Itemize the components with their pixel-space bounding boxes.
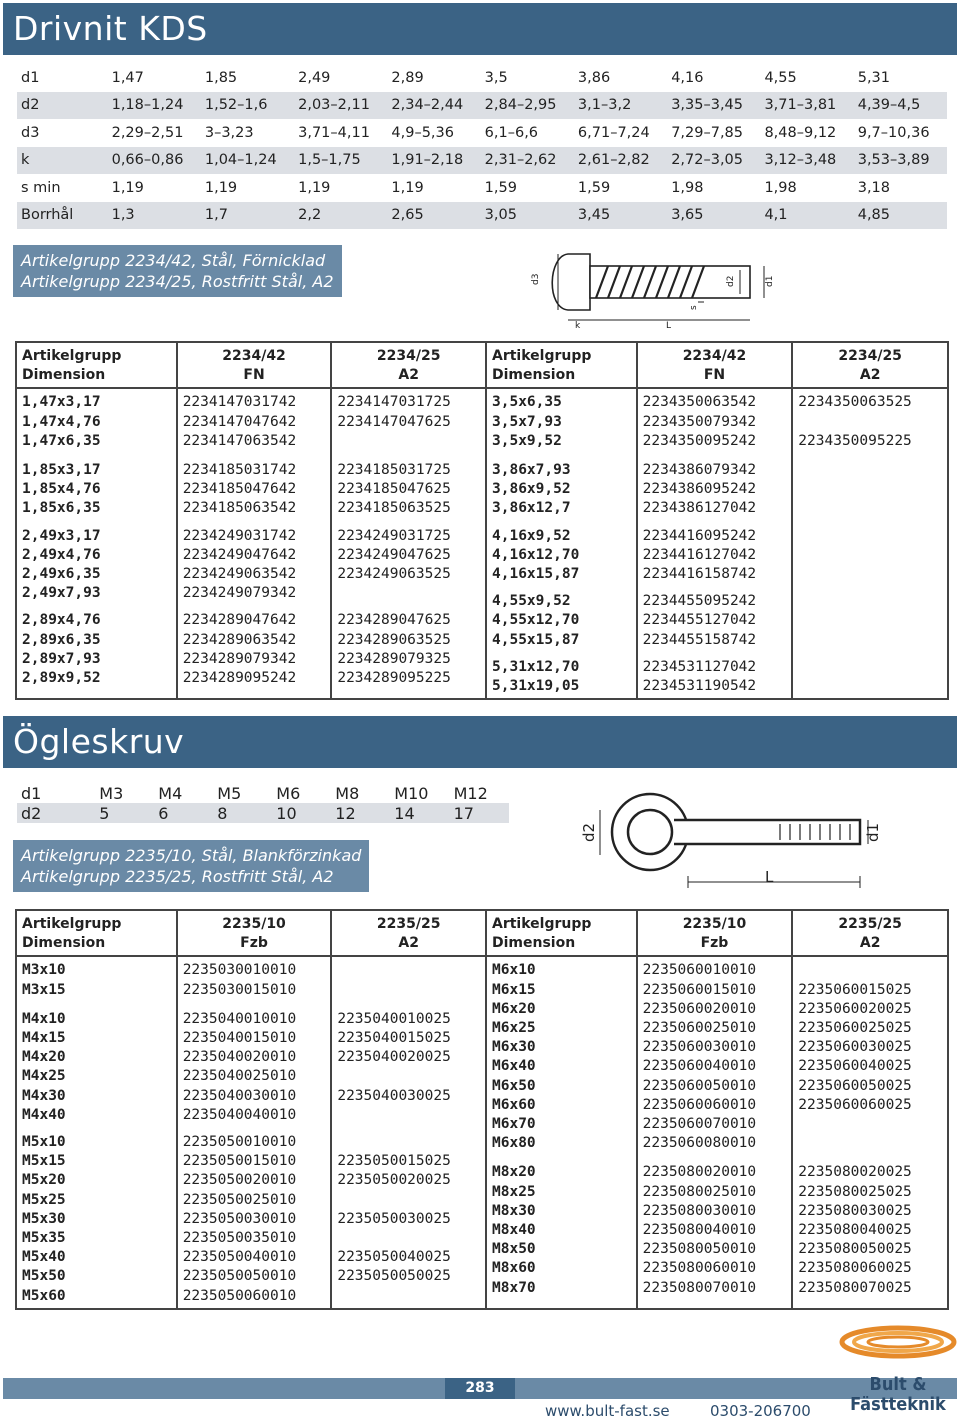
article-table-ogleskruv [15,909,949,1310]
article-number-group: 2235060015025 2235060020025 2235060025025 2235060030025 2235060040025 2235060050025 2235060060025 [798,981,912,1113]
spec-table-drivnit [17,64,947,229]
article-number-group [793,521,947,587]
phone-number: 0303-206700 [710,1402,811,1420]
article-number-group: 2234531127042 2234531190542 [638,652,792,698]
spec-cell: 2,31–2,62 [481,147,574,175]
article-number-group: 2234350063525 2234350095225 [798,394,912,449]
article-group-line: Artikelgrupp 2235/10, Stål, Blankförzinkad [21,846,362,865]
spec-cell: 1,98 [671,179,704,196]
article-number-group: 2234185031725 2234185047625 2234185063525 [332,455,485,521]
article-group-line: Artikelgrupp 2235/25, Rostfritt Stål, A2 [21,867,334,886]
spec-cell: 5 [95,803,154,823]
header-line: 2235/10 [222,916,286,932]
spec-cell: 5,31 [857,69,891,86]
label-d1: d1 [765,275,775,287]
spec-cell: 2,84–2,95 [481,92,574,120]
label-s: s [689,305,699,310]
spec-row-label: d2 [17,92,108,120]
spec-row-label: d1 [21,69,40,86]
table-column [177,956,332,1308]
spec-cell: 1,91–2,18 [387,147,480,175]
spec-cell: 2,65 [387,202,480,230]
spec-cell: M6 [276,783,301,803]
website-link[interactable]: www.bult-fast.se [545,1402,670,1420]
header-line: 2234/25 [376,348,441,364]
table-header-cell [792,910,948,956]
header-line: 2234/42 [682,348,747,364]
table-column [177,388,332,699]
spec-table-ogleskruv [17,783,509,823]
table-column [16,956,177,1308]
section-title: Ögleskruv [13,722,185,761]
table-column [637,388,793,699]
article-number-group: 2235050015025 2235050020025 2235050030025 2235050040025 2235050050025 [332,1127,485,1308]
dimension-group: M8x20 M8x25 M8x30 M8x40 M8x50 M8x60 M8x70 [487,1157,636,1299]
section-title: Drivnit KDS [13,9,208,48]
spec-cell: M10 [394,783,429,803]
logo-line: Bult & [869,1374,927,1395]
spec-cell: 2,72–3,05 [667,147,760,175]
spec-row [17,64,947,92]
header-line: Artikelgrupp [492,916,592,932]
header-line: A2 [859,367,881,384]
spec-cell: 4,55 [764,69,797,86]
section-banner-drivnit [3,3,957,55]
spec-cell: 3,45 [574,202,667,230]
article-number-group: 2234289047625 2234289063525 2234289079325 2234289095225 [332,605,485,690]
spec-cell: 3,1–3,2 [574,92,667,120]
header-line: Artikelgrupp [492,348,592,364]
table-header-cell [637,910,793,956]
spec-row-label: k [17,147,108,175]
spec-cell: 10 [272,803,331,823]
spec-cell: 3,53–3,89 [854,147,947,175]
table-column [792,956,948,1308]
spec-cell: 1,5–1,75 [294,147,387,175]
spec-cell: 1,3 [108,202,201,230]
header-line: Dimension [22,367,106,384]
header-line: FN [243,367,265,384]
spec-row [17,147,947,175]
table-body-row [16,388,948,699]
article-number-group: 2234147031742 2234147047642 2234147063542 [182,394,297,449]
label-d3: d3 [531,273,541,285]
article-number-group: 2234249031742 2234249047642 2234249063542 2234249079342 [178,521,331,606]
label-d1: d1 [864,822,882,842]
spec-cell: 8,48–9,12 [764,124,837,141]
spec-cell: 1,59 [577,179,611,196]
spec-cell: 17 [450,803,509,823]
dimension-group: 2,89x4,76 2,89x6,35 2,89x7,93 2,89x9,52 [17,605,176,690]
spec-cell: 8 [213,803,272,823]
header-line: Dimension [492,367,576,384]
header-line: Dimension [492,935,576,952]
spec-cell: 3,18 [857,179,891,196]
article-number-group: 2235030010010 2235030015010 [182,962,297,998]
dimension-group: M3x10 M3x15 [22,962,66,998]
spec-cell: 4,39–4,5 [854,92,947,120]
table-header-cell [177,910,332,956]
spec-cell: 6 [154,803,213,823]
spec-cell: 3,12–3,48 [760,147,853,175]
spec-cell: 6,1–6,6 [484,124,539,141]
spec-cell: 2,2 [294,202,387,230]
article-number-group: 2234350063542 2234350079342 2234350095242 [642,394,757,449]
dimension-group: M6x10 M6x15 M6x20 M6x25 M6x30 M6x40 M6x50 M6x60 M6x70 M6x80 [492,962,536,1152]
spec-cell: 2,49 [298,69,331,86]
dimension-group: 1,85x3,17 1,85x4,76 1,85x6,35 [17,455,176,521]
spec-cell: 2,29–2,51 [111,124,184,141]
spec-cell: 1,19 [298,179,331,196]
spec-cell: 3,86 [577,69,611,86]
spec-cell: 3–3,23 [204,124,254,141]
spec-cell: 0,66–0,86 [108,147,201,175]
spec-row [17,783,509,803]
spec-cell: 1,59 [484,179,517,196]
spec-cell: 3,35–3,45 [667,92,760,120]
label-L: L [666,321,672,331]
spec-cell: M5 [217,783,242,803]
table-header-cell [16,910,177,956]
label-d2: d2 [580,822,598,842]
table-header-cell [177,342,332,388]
spec-cell: 1,98 [764,179,797,196]
dimension-group: M5x10 M5x15 M5x20 M5x25 M5x30 M5x35 M5x40 M5x50 M5x60 [17,1127,176,1308]
header-line: Fzb [700,935,729,952]
dimension-group: 3,5x6,35 3,5x7,93 3,5x9,52 [492,394,562,449]
spec-cell: M4 [158,783,183,803]
article-number-group: 2235040010025 2235040015025 2235040020025 2235040030025 [332,1004,485,1127]
article-group-line: Artikelgrupp 2234/42, Stål, Förnicklad [21,251,326,270]
table-column [792,388,948,699]
spec-cell: 1,04–1,24 [201,147,294,175]
dimension-group: 4,55x9,52 4,55x12,70 4,55x15,87 [487,586,636,652]
table-body-row [16,956,948,1308]
table-column [16,388,177,699]
spec-row-label: Borrhål [17,202,108,230]
article-number-group: 2234185031742 2234185047642 2234185063542 [178,455,331,521]
spec-row [17,92,947,120]
article-number-group: 2235060010010 2235060015010 2235060020010 2235060025010 2235060030010 2235060040010 2235060050010 2235060060010 2235060070010 2235060080010 [642,962,757,1152]
table-column [486,388,637,699]
spec-cell: 4,1 [760,202,853,230]
article-number-group: 2234455095242 2234455127042 2234455158742 [638,586,792,652]
header-line: A2 [859,935,881,952]
header-line: 2235/25 [838,916,902,932]
spec-row [17,202,947,230]
article-group-box [13,840,369,892]
label-L: L [765,868,774,886]
spec-cell: 2,89 [391,69,424,86]
header-line: Dimension [22,935,106,952]
spec-cell: 7,29–7,85 [671,124,744,141]
spec-cell: 2,03–2,11 [294,92,387,120]
spec-cell: 3,05 [481,202,574,230]
spec-row-label: d1 [21,783,42,803]
spec-cell: 1,85 [204,69,238,86]
article-number-group: 2235050010010 2235050015010 2235050020010 2235050025010 2235050030010 2235050035010 2235050040010 2235050050010 2235050060010 [178,1127,331,1308]
spec-cell: 1,19 [204,179,238,196]
article-number-group: 2235080020025 2235080025025 2235080030025 2235080040025 2235080050025 2235080060025 2235080070025 [793,1157,947,1299]
table-header-cell [331,910,486,956]
header-line: 2234/42 [222,348,286,364]
dimension-group: 5,31x12,70 5,31x19,05 [487,652,636,698]
spec-cell: 14 [390,803,449,823]
spec-row [17,119,947,147]
drivnit-diagram [528,240,778,330]
article-number-group: 2234147031725 2234147047625 [337,394,451,430]
article-number-group: 2234289047642 2234289063542 2234289079342 2234289095242 [178,605,331,690]
label-d2: d2 [726,275,736,287]
header-line: A2 [398,367,419,384]
spec-cell: 6,71–7,24 [577,124,650,141]
spec-cell: M3 [99,783,124,803]
spec-row-label: d2 [17,803,95,823]
logo-line: Fästteknik [850,1394,946,1415]
spec-cell: 1,7 [201,202,294,230]
dimension-group: M4x10 M4x15 M4x20 M4x25 M4x30 M4x40 [17,1004,176,1127]
table-column [486,956,637,1308]
spec-cell: 2,61–2,82 [574,147,667,175]
table-header-cell [486,342,637,388]
article-number-group [793,652,947,698]
ogleskruv-diagram [580,790,880,895]
spec-cell: 3,65 [667,202,760,230]
spec-cell: 2,34–2,44 [387,92,480,120]
spec-cell: 12 [331,803,390,823]
spec-row [17,803,509,823]
table-header-cell [792,342,948,388]
spec-row-label: d3 [21,124,40,141]
table-header-row [16,910,948,956]
spec-cell: 9,7–10,36 [857,124,930,141]
spec-cell: 3,5 [484,69,508,86]
article-number-group: 2234386079342 2234386095242 2234386127042 [638,455,792,521]
spec-cell: 3,71–3,81 [760,92,853,120]
table-header-cell [16,342,177,388]
spec-cell: 1,19 [391,179,424,196]
dimension-group: 2,49x3,17 2,49x4,76 2,49x6,35 2,49x7,93 [17,521,176,606]
header-line: FN [703,367,726,384]
article-table-drivnit [15,341,949,700]
spec-cell: 4,9–5,36 [391,124,454,141]
section-banner-ogleskruv [3,716,957,768]
article-number-group: 2234416095242 2234416127042 2234416158742 [638,521,792,587]
article-number-group: 2235040010010 2235040015010 2235040020010 2235040025010 2235040030010 2235040040010 [178,1004,331,1127]
spec-cell: M8 [335,783,360,803]
table-column [331,388,486,699]
dimension-group: 3,86x7,93 3,86x9,52 3,86x12,7 [487,455,636,521]
spec-cell: 4,85 [854,202,947,230]
label-k: k [575,321,581,331]
logo-text [838,1375,958,1415]
spec-cell: 1,52–1,6 [201,92,294,120]
article-number-group [332,957,485,1003]
table-header-cell [486,910,637,956]
spec-cell: 4,16 [671,69,704,86]
header-line: 2234/25 [838,348,902,364]
spec-cell: 3,71–4,11 [298,124,370,141]
header-line: Artikelgrupp [22,916,122,932]
article-number-group [793,455,947,521]
article-number-group: 2235080020010 2235080025010 2235080030010 2235080040010 2235080050010 2235080060010 2235080070010 [638,1157,792,1299]
page-number: 283 [445,1378,515,1399]
article-number-group: 2234249031725 2234249047625 2234249063525 [332,521,485,606]
header-line: Fzb [240,935,268,952]
header-line: 2235/25 [376,916,441,932]
header-line: A2 [398,935,419,952]
spec-cell: 1,18–1,24 [108,92,201,120]
spec-cell: 1,19 [111,179,144,196]
table-header-row [16,342,948,388]
table-header-cell [637,342,793,388]
article-group-line: Artikelgrupp 2234/25, Rostfritt Stål, A2 [21,272,334,291]
table-column [637,956,793,1308]
dimension-group: 4,16x9,52 4,16x12,70 4,16x15,87 [487,521,636,587]
header-line: 2235/10 [682,916,747,932]
table-header-cell [331,342,486,388]
spec-cell: 1,47 [111,69,144,86]
article-number-group [793,586,947,652]
spec-cell: M12 [453,783,488,803]
header-line: Artikelgrupp [22,348,122,364]
table-column [331,956,486,1308]
article-group-box [13,245,342,297]
spec-row [17,174,947,202]
spec-row-label: s min [21,179,61,196]
dimension-group: 1,47x3,17 1,47x4,76 1,47x6,35 [22,394,101,449]
